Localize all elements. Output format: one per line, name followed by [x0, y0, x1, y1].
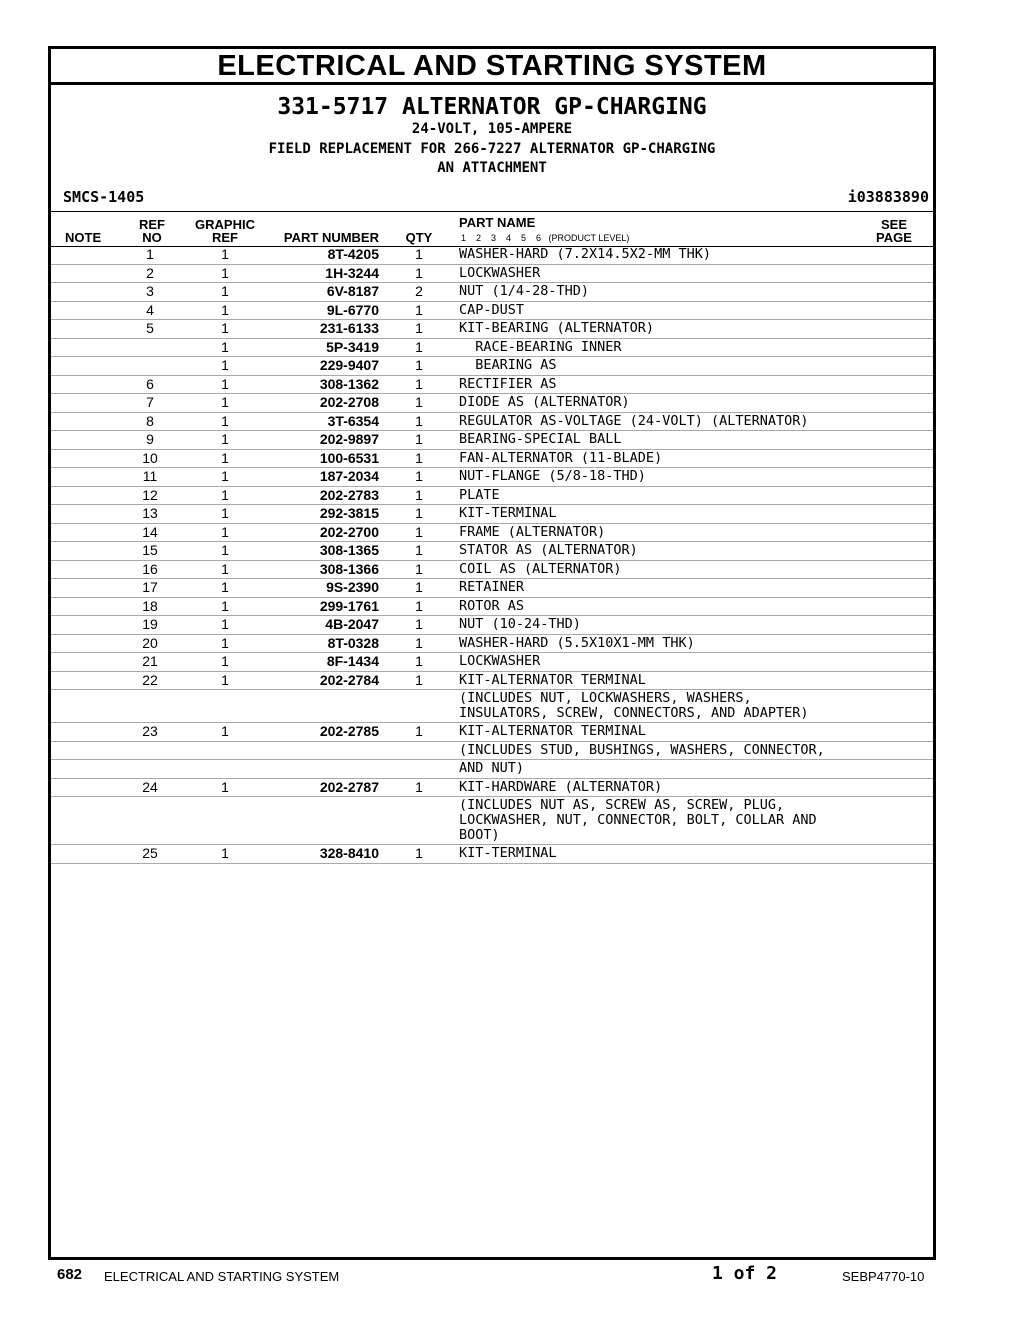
- graphic-ref-cell: 1: [221, 653, 229, 669]
- qty-cell: 1: [415, 723, 423, 739]
- illustration-id: i03883890: [847, 188, 929, 206]
- table-row: [51, 505, 933, 524]
- graphic-ref-cell: 1: [221, 394, 229, 410]
- part-number-cell: 292-3815: [319, 505, 379, 521]
- part-number-cell: 100-6531: [319, 449, 379, 466]
- part-number-cell: 8T-4205: [327, 246, 379, 262]
- qty-cell: 1: [415, 579, 423, 595]
- table-row: [51, 283, 933, 302]
- part-name-cell: (INCLUDES NUT, LOCKWASHERS, WASHERS, INSULATORS, SCREW, CONNECTORS, AND ADAPTER): [459, 690, 809, 721]
- qty-cell: 1: [415, 560, 423, 577]
- table-row: [51, 672, 933, 691]
- ref-no-cell: 4: [146, 301, 154, 318]
- ref-no-cell: 23: [142, 723, 158, 739]
- graphic-ref-cell: 1: [221, 671, 229, 688]
- qty-cell: 1: [415, 523, 423, 540]
- graphic-ref-cell: 1: [221, 723, 229, 739]
- part-name-cell: (INCLUDES NUT AS, SCREW AS, SCREW, PLUG, LOCKWASHER, NUT, CONNECTOR, BOLT, COLLAR AND BOOT): [459, 797, 817, 843]
- ref-no-cell: 1: [146, 246, 154, 262]
- part-number-cell: 229-9407: [319, 357, 379, 373]
- part-name-cell: BEARING AS: [459, 357, 557, 373]
- part-name-cell: LOCKWASHER: [459, 653, 541, 669]
- part-number-cell: 4B-2047: [325, 616, 379, 632]
- ref-no-cell: 17: [142, 579, 158, 595]
- table-row: [51, 797, 933, 845]
- ref-no-cell: 7: [146, 394, 154, 410]
- table-row: [51, 246, 933, 265]
- graphic-ref-cell: 1: [221, 357, 229, 373]
- part-name-cell: KIT-TERMINAL: [459, 505, 557, 521]
- qty-cell: 1: [415, 431, 423, 447]
- graphic-ref-cell: 1: [221, 449, 229, 466]
- part-number-cell: 308-1362: [319, 375, 379, 392]
- ref-no-cell: 3: [146, 283, 154, 299]
- qty-cell: 1: [415, 246, 423, 262]
- table-row: [51, 579, 933, 598]
- ref-no-cell: 10: [142, 449, 158, 466]
- page-frame: [48, 46, 936, 1260]
- ref-no-cell: 12: [142, 486, 158, 503]
- column-see-page: PAGE: [876, 230, 912, 245]
- footer-section: ELECTRICAL AND STARTING SYSTEM: [104, 1269, 340, 1284]
- part-name-cell: RECTIFIER AS: [459, 375, 557, 392]
- graphic-ref-cell: 1: [221, 301, 229, 318]
- ref-no-cell: 14: [142, 523, 158, 540]
- part-number-cell: 308-1365: [319, 542, 379, 558]
- part-name-cell: NUT (1/4-28-THD): [459, 283, 590, 299]
- part-number-cell: 308-1366: [319, 560, 379, 577]
- graphic-ref-cell: 1: [221, 616, 229, 632]
- table-row: [51, 561, 933, 580]
- part-number-cell: 231-6133: [319, 320, 379, 336]
- part-name-cell: FAN-ALTERNATOR (11-BLADE): [459, 449, 663, 466]
- table-row: [51, 542, 933, 561]
- part-name-cell: NUT-FLANGE (5/8-18-THD): [459, 468, 646, 484]
- part-name-cell: RACE-BEARING INNER: [459, 338, 622, 355]
- part-number-cell: 328-8410: [319, 845, 379, 861]
- part-name-cell: LOCKWASHER: [459, 264, 541, 281]
- graphic-ref-cell: 1: [221, 320, 229, 336]
- qty-cell: 1: [415, 845, 423, 861]
- qty-cell: 1: [415, 412, 423, 429]
- qty-cell: 1: [415, 671, 423, 688]
- description-line: 24-VOLT, 105-AMPERE: [411, 121, 573, 137]
- ref-no-cell: 18: [142, 597, 158, 614]
- ref-no-cell: 24: [142, 778, 158, 795]
- description-line: FIELD REPLACEMENT FOR 266-7227 ALTERNATOR GP-CHARGING: [268, 140, 716, 157]
- qty-cell: 2: [415, 283, 423, 299]
- graphic-ref-cell: 1: [221, 505, 229, 521]
- graphic-ref-cell: 1: [221, 431, 229, 447]
- column-qty: QTY: [405, 230, 433, 245]
- table-row: [51, 357, 933, 376]
- table-row: [51, 616, 933, 635]
- table-header: [51, 211, 933, 247]
- part-number-cell: 202-2787: [319, 778, 379, 795]
- table-row: [51, 723, 933, 742]
- part-number-cell: 9S-2390: [326, 579, 379, 595]
- ref-no-cell: 11: [142, 468, 158, 484]
- part-name-cell: RETAINER: [459, 579, 525, 595]
- ref-no-cell: 20: [142, 634, 158, 651]
- table-row: [51, 376, 933, 395]
- column-graphic-ref: GRAPHIC: [195, 217, 255, 232]
- graphic-ref-cell: 1: [221, 264, 229, 281]
- graphic-ref-cell: 1: [221, 412, 229, 429]
- qty-cell: 1: [415, 597, 423, 614]
- qty-cell: 1: [415, 394, 423, 410]
- part-name-cell: KIT-TERMINAL: [459, 845, 557, 861]
- part-number-cell: 202-2784: [319, 671, 379, 688]
- part-name-cell: CAP-DUST: [459, 301, 525, 318]
- product-level-legend: 1 2 3 4 5 6 (PRODUCT LEVEL): [461, 233, 630, 243]
- ref-no-cell: 8: [146, 412, 154, 429]
- qty-cell: 1: [415, 338, 423, 355]
- table-row: [51, 635, 933, 654]
- graphic-ref-cell: 1: [221, 283, 229, 299]
- table-row: [51, 760, 933, 779]
- part-name-cell: WASHER-HARD (7.2X14.5X2-MM THK): [459, 246, 711, 262]
- table-row: [51, 653, 933, 672]
- table-row: [51, 394, 933, 413]
- part-name-cell: (INCLUDES STUD, BUSHINGS, WASHERS, CONNECTOR,: [459, 741, 825, 758]
- part-number-cell: 3T-6354: [327, 412, 379, 429]
- part-name-cell: ROTOR AS: [459, 597, 525, 614]
- qty-cell: 1: [415, 653, 423, 669]
- part-number-cell: 202-2785: [319, 723, 379, 739]
- part-name-cell: KIT-HARDWARE (ALTERNATOR): [459, 778, 663, 795]
- part-name-cell: NUT (10-24-THD): [459, 616, 581, 632]
- graphic-ref-cell: 1: [221, 560, 229, 577]
- qty-cell: 1: [415, 357, 423, 373]
- ref-no-cell: 19: [142, 616, 158, 632]
- part-name-cell: PLATE: [459, 486, 500, 503]
- table-row: [51, 524, 933, 543]
- table-row: [51, 598, 933, 617]
- column-note: NOTE: [65, 230, 102, 245]
- table-row: [51, 431, 933, 450]
- table-row: [51, 468, 933, 487]
- qty-cell: 1: [415, 264, 423, 281]
- part-number-cell: 1H-3244: [325, 264, 379, 281]
- document-id: SEBP4770-10: [842, 1269, 925, 1284]
- part-name-cell: KIT-ALTERNATOR TERMINAL: [459, 723, 646, 739]
- part-name-cell: BEARING-SPECIAL BALL: [459, 431, 622, 447]
- ref-no-cell: 9: [146, 431, 154, 447]
- part-name-cell: STATOR AS (ALTERNATOR): [459, 542, 638, 558]
- part-number-cell: 8F-1434: [326, 653, 379, 669]
- table-row: [51, 450, 933, 469]
- qty-cell: 1: [415, 542, 423, 558]
- part-number-cell: 299-1761: [319, 597, 379, 614]
- table-row: [51, 320, 933, 339]
- part-number-cell: 5P-3419: [326, 338, 379, 355]
- part-number-cell: 187-2034: [319, 468, 379, 484]
- part-name-cell: KIT-ALTERNATOR TERMINAL: [459, 671, 646, 688]
- qty-cell: 1: [415, 468, 423, 484]
- graphic-ref-cell: 1: [221, 246, 229, 262]
- part-name-cell: FRAME (ALTERNATOR): [459, 523, 606, 540]
- table-row: [51, 302, 933, 321]
- part-name-cell: KIT-BEARING (ALTERNATOR): [459, 320, 655, 336]
- graphic-ref-cell: 1: [221, 375, 229, 392]
- column-part-number: PART NUMBER: [283, 230, 379, 245]
- ref-no-cell: 21: [142, 653, 158, 669]
- column-part-name: PART NAME: [459, 215, 536, 230]
- part-name-cell: REGULATOR AS-VOLTAGE (24-VOLT) (ALTERNATOR): [459, 412, 809, 429]
- ref-no-cell: 6: [146, 375, 154, 392]
- column-see-page: SEE: [880, 217, 907, 232]
- graphic-ref-cell: 1: [221, 338, 229, 355]
- graphic-ref-cell: 1: [221, 845, 229, 861]
- column-ref-no: NO: [142, 230, 162, 245]
- group-title: 331-5717 ALTERNATOR GP-CHARGING: [277, 94, 707, 120]
- part-number-cell: 9L-6770: [326, 301, 379, 318]
- graphic-ref-cell: 1: [221, 468, 229, 484]
- table-row: [51, 339, 933, 358]
- ref-no-cell: 16: [142, 560, 158, 577]
- ref-no-cell: 13: [142, 505, 158, 521]
- graphic-ref-cell: 1: [221, 597, 229, 614]
- part-number-cell: 202-2700: [319, 523, 379, 540]
- table-row: [51, 690, 933, 723]
- parts-table: [51, 246, 933, 864]
- ref-no-cell: 5: [146, 320, 154, 336]
- graphic-ref-cell: 1: [221, 634, 229, 651]
- description-line: AN ATTACHMENT: [437, 160, 547, 176]
- part-number-cell: 6V-8187: [326, 283, 379, 299]
- ref-no-cell: 2: [146, 264, 154, 281]
- qty-cell: 1: [415, 778, 423, 795]
- part-name-cell: WASHER-HARD (5.5X10X1-MM THK): [459, 634, 695, 651]
- part-name-cell: COIL AS (ALTERNATOR): [459, 560, 622, 577]
- ref-no-cell: 22: [142, 671, 158, 688]
- column-graphic-ref: REF: [212, 230, 238, 245]
- table-row: [51, 487, 933, 506]
- page-number: 682: [57, 1266, 83, 1283]
- qty-cell: 1: [415, 486, 423, 503]
- smcs-code: SMCS-1405: [63, 188, 145, 206]
- part-name-cell: DIODE AS (ALTERNATOR): [459, 394, 630, 410]
- graphic-ref-cell: 1: [221, 579, 229, 595]
- graphic-ref-cell: 1: [221, 486, 229, 503]
- graphic-ref-cell: 1: [221, 523, 229, 540]
- table-row: [51, 845, 933, 864]
- qty-cell: 1: [415, 375, 423, 392]
- qty-cell: 1: [415, 320, 423, 336]
- part-number-cell: 202-2783: [319, 486, 379, 503]
- section-title: ELECTRICAL AND STARTING SYSTEM: [51, 49, 933, 85]
- part-name-cell: AND NUT): [459, 760, 525, 776]
- qty-cell: 1: [415, 505, 423, 521]
- ref-no-cell: 15: [142, 542, 158, 558]
- column-ref-no: REF: [139, 217, 165, 232]
- qty-cell: 1: [415, 634, 423, 651]
- part-number-cell: 202-9897: [319, 431, 379, 447]
- ref-no-cell: 25: [142, 845, 158, 861]
- qty-cell: 1: [415, 449, 423, 466]
- table-row: [51, 779, 933, 798]
- graphic-ref-cell: 1: [221, 542, 229, 558]
- part-number-cell: 202-2708: [319, 394, 379, 410]
- sheet-indicator: 1 of 2: [712, 1263, 778, 1284]
- qty-cell: 1: [415, 616, 423, 632]
- graphic-ref-cell: 1: [221, 778, 229, 795]
- qty-cell: 1: [415, 301, 423, 318]
- part-number-cell: 8T-0328: [327, 634, 379, 651]
- table-row: [51, 413, 933, 432]
- table-row: [51, 265, 933, 284]
- table-row: [51, 742, 933, 761]
